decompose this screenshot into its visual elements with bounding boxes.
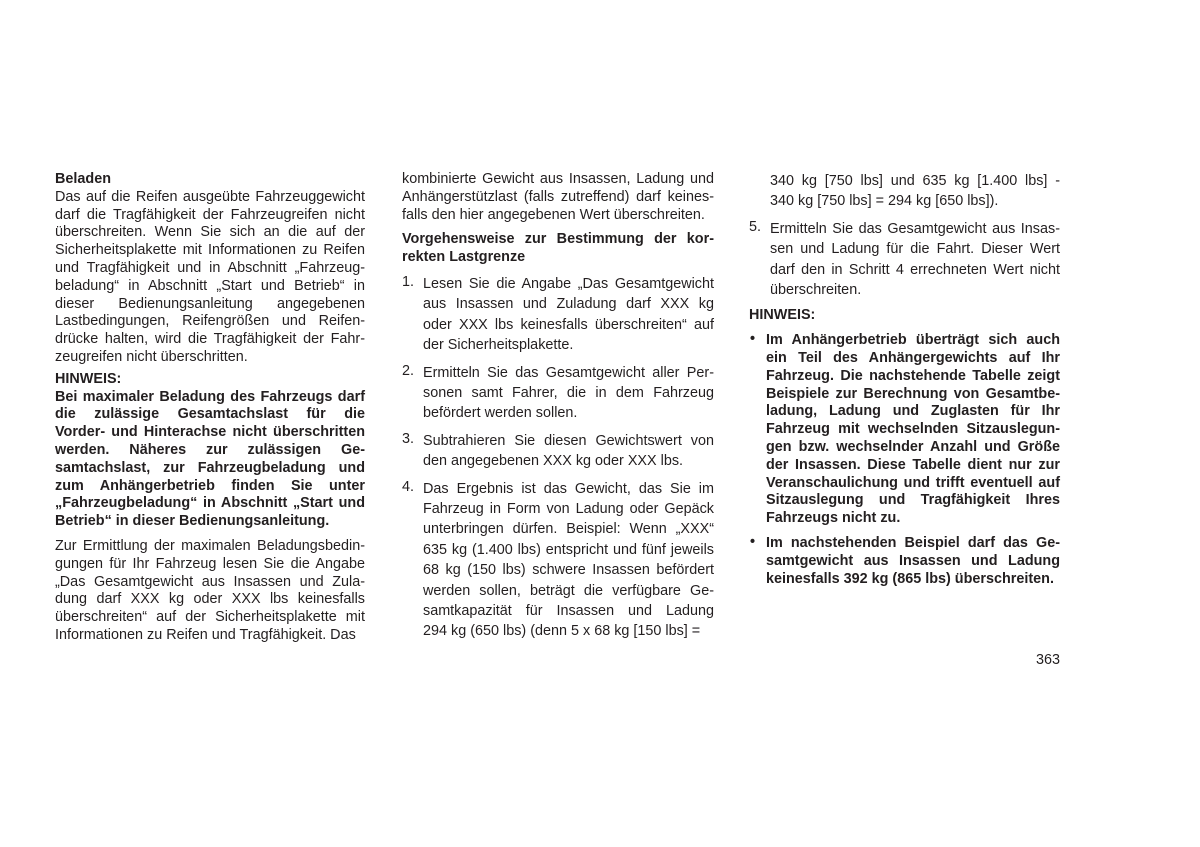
text-line: Lesen Sie die Angabe „Das Gesamtgewicht bbox=[423, 275, 714, 292]
text-line: Anhängerstützlast (falls zutreffend) darf keines- bbox=[402, 188, 714, 205]
bullet-marker: • bbox=[750, 534, 756, 550]
text-line: 635 kg (1.400 lbs) entspricht und fünf jeweils bbox=[423, 541, 714, 558]
spacer bbox=[402, 356, 714, 363]
text-line: 294 kg (650 lbs) (denn 5 x 68 kg [150 lbs] = bbox=[423, 623, 701, 640]
text-line: 340 kg [750 lbs] und 635 kg [1.400 lbs] - bbox=[770, 173, 1060, 189]
text-line: werden. Näheres zur zulässigen Ge- bbox=[55, 441, 365, 458]
text-line: Informationen zu Reifen und Tragfähigkeit. Das bbox=[55, 626, 356, 643]
bullet-marker: • bbox=[750, 331, 756, 348]
text-line: dung darf XXX kg oder XXX lbs keinesfalls bbox=[55, 591, 365, 608]
text-line: Fahrzeugs nicht zu. bbox=[766, 510, 901, 527]
text-line: Subtrahieren Sie diesen Gewichtswert von bbox=[423, 432, 714, 449]
list-number: 3. bbox=[402, 430, 415, 447]
text-line: Beispiele zur Berechnung von Gesamtbe- bbox=[766, 385, 1060, 402]
text-line: und Tragfähigkeit und in Abschnitt „Fahrzeug- bbox=[55, 259, 365, 276]
text-line: Veranschaulichung und trifft eventuell auf bbox=[766, 474, 1060, 491]
text-line: Vorgehensweise zur Bestimmung der kor- bbox=[402, 231, 714, 248]
text-line: sonen samt Fahrer, die in dem Fahrzeug bbox=[423, 385, 714, 402]
text-line: ein Teil des Anhängergewichts auf Ihr bbox=[766, 350, 1060, 367]
spacer bbox=[55, 531, 365, 538]
text-line: samtkapazität für Insassen und Ladung bbox=[423, 603, 714, 620]
text-line: aus Insassen und Zuladung darf XXX kg bbox=[423, 296, 714, 313]
text-line: überschreiten. Wenn Sie sich an die auf der bbox=[55, 224, 365, 241]
text-line: Vorder- und Hinterachse nicht überschritten bbox=[55, 424, 365, 441]
section-heading bbox=[55, 171, 365, 189]
spacer bbox=[402, 472, 714, 479]
text-line: Fahrzeug mit wechselnden Sitzauslegun- bbox=[766, 421, 1060, 438]
text-line: Zur Ermittlung der maximalen Beladungsbedin- bbox=[55, 537, 365, 554]
text-line: Im Anhängerbetrieb überträgt sich auch bbox=[766, 332, 1060, 349]
text-line: die zulässige Gesamtachslast für die bbox=[55, 406, 365, 423]
numbered-list-item bbox=[402, 431, 714, 472]
text-line: kombinierte Gewicht aus Insassen, Ladung und bbox=[402, 171, 714, 187]
text-line: Bei maximaler Beladung des Fahrzeugs darf bbox=[55, 388, 365, 405]
numbered-list-item bbox=[749, 219, 1060, 301]
text-line: rekten Lastgrenze bbox=[402, 249, 526, 266]
text-line: Das Ergebnis ist das Gewicht, das Sie im bbox=[423, 480, 714, 497]
text-line: „Das Gesamtgewicht aus Insassen und Zula- bbox=[55, 573, 365, 590]
paragraph bbox=[402, 171, 714, 224]
text-line: Beladen bbox=[55, 171, 111, 187]
column-left bbox=[55, 171, 365, 645]
text-line: Lastbedingungen, Reifengrößen und Reifen- bbox=[55, 313, 365, 330]
list-number: 2. bbox=[402, 362, 415, 379]
text-line: sen und Ladung für die Fahrt. Dieser Wert bbox=[770, 241, 1060, 258]
numbered-list-item bbox=[402, 363, 714, 424]
spacer bbox=[749, 528, 1060, 535]
text-line: Das auf die Reifen ausgeübte Fahrzeuggewicht bbox=[55, 188, 365, 205]
text-line: Ermitteln Sie das Gesamtgewicht aller Per- bbox=[423, 364, 714, 381]
text-line: überschreiten. bbox=[770, 282, 862, 299]
text-line: samtachslast, zur Fahrzeugbeladung und bbox=[55, 459, 365, 476]
spacer bbox=[402, 224, 714, 231]
spacer bbox=[749, 300, 1060, 307]
text-line: „Fahrzeugbeladung“ in Abschnitt „Start und bbox=[55, 495, 365, 512]
text-line: Fahrzeug in Form von Ladung oder Gepäck bbox=[423, 501, 714, 518]
text-line: der Insassen. Diese Tabelle dient nur zur bbox=[766, 456, 1060, 473]
text-line: darf die Tragfähigkeit der Fahrzeugreifen nicht bbox=[55, 206, 365, 223]
text-line: unterbringen dürfen. Beispiel: Wenn „XXX“ bbox=[423, 521, 714, 538]
text-line: werden sollen, beträgt die verfügbare Ge- bbox=[423, 582, 714, 599]
paragraph bbox=[55, 189, 365, 367]
spacer bbox=[749, 325, 1060, 332]
bullet-list-item bbox=[749, 332, 1060, 528]
text-line: gungen für Ihr Fahrzeug lesen Sie die Angabe bbox=[55, 555, 365, 572]
bold-paragraph bbox=[402, 231, 714, 267]
text-line: Fahrzeug. Die nachstehende Tabelle zeigt bbox=[766, 367, 1060, 384]
text-line: Ermitteln Sie das Gesamtgewicht aus Insas- bbox=[770, 220, 1060, 237]
spacer bbox=[402, 424, 714, 431]
text-line: dieser Bedienungsanleitung angegebenen bbox=[55, 295, 365, 312]
text-line: keinesfalls 392 kg (865 lbs) überschreiten. bbox=[766, 570, 1054, 587]
list-number: 5. bbox=[749, 218, 762, 235]
text-line: überschreiten“ auf der Sicherheitsplakette mit bbox=[55, 609, 365, 626]
text-line: HINWEIS: bbox=[55, 370, 122, 387]
text-line: oder XXX lbs keinesfalls überschreiten“ auf bbox=[423, 316, 714, 333]
text-line: zum Anhängerbetrieb finden Sie unter bbox=[55, 477, 365, 494]
text-line: der Sicherheitsplakette. bbox=[423, 337, 574, 354]
bullet-list-item bbox=[749, 535, 1060, 588]
text-line: zeugreifen nicht überschritten. bbox=[55, 348, 248, 365]
list-number: 4. bbox=[402, 478, 415, 495]
spacer bbox=[749, 212, 1060, 219]
text-line: Sicherheitsplakette mit Informationen zu Reifen bbox=[55, 242, 365, 259]
numbered-list-item bbox=[749, 171, 1060, 212]
column-middle bbox=[402, 171, 714, 642]
bold-paragraph bbox=[55, 389, 365, 531]
numbered-list-item bbox=[402, 274, 714, 356]
section-heading bbox=[55, 371, 365, 389]
text-line: 340 kg [750 lbs] = 294 kg [650 lbs]). bbox=[770, 193, 999, 210]
text-line: den angegebenen XXX kg oder XXX lbs. bbox=[423, 453, 684, 470]
list-number: 1. bbox=[402, 273, 415, 290]
text-line: beladung“ in Abschnitt „Start und Betrieb“ in bbox=[55, 277, 365, 294]
text-line: ladung, Ladung und Zuglasten für Ihr bbox=[766, 403, 1060, 420]
text-line: 68 kg (150 lbs) schwere Insassen befördert bbox=[423, 562, 714, 579]
column-right bbox=[749, 171, 1060, 588]
text-line: samtgewicht aus Insassen und Ladung bbox=[766, 552, 1060, 569]
text-line: falls den hier angegebenen Wert überschreiten. bbox=[402, 206, 705, 223]
text-line: Betrieb“ in dieser Bedienungsanleitung. bbox=[55, 513, 330, 530]
page-number: 363 bbox=[1035, 652, 1060, 668]
text-line: darf den in Schritt 4 errechneten Wert nicht bbox=[770, 261, 1060, 278]
text-line: drücke halten, wird die Tragfähigkeit der Fahr- bbox=[55, 331, 365, 348]
section-heading bbox=[749, 307, 1060, 325]
spacer bbox=[402, 267, 714, 274]
paragraph bbox=[55, 538, 365, 645]
text-line: HINWEIS: bbox=[749, 307, 816, 324]
text-line: gen bzw. wechselnder Anzahl und Größe bbox=[766, 439, 1060, 456]
text-line: Sitzauslegung und Tragfähigkeit Ihres bbox=[766, 492, 1060, 509]
text-line: Im nachstehenden Beispiel darf das Ge- bbox=[766, 535, 1060, 551]
text-line: befördert werden sollen. bbox=[423, 405, 578, 422]
numbered-list-item bbox=[402, 479, 714, 642]
